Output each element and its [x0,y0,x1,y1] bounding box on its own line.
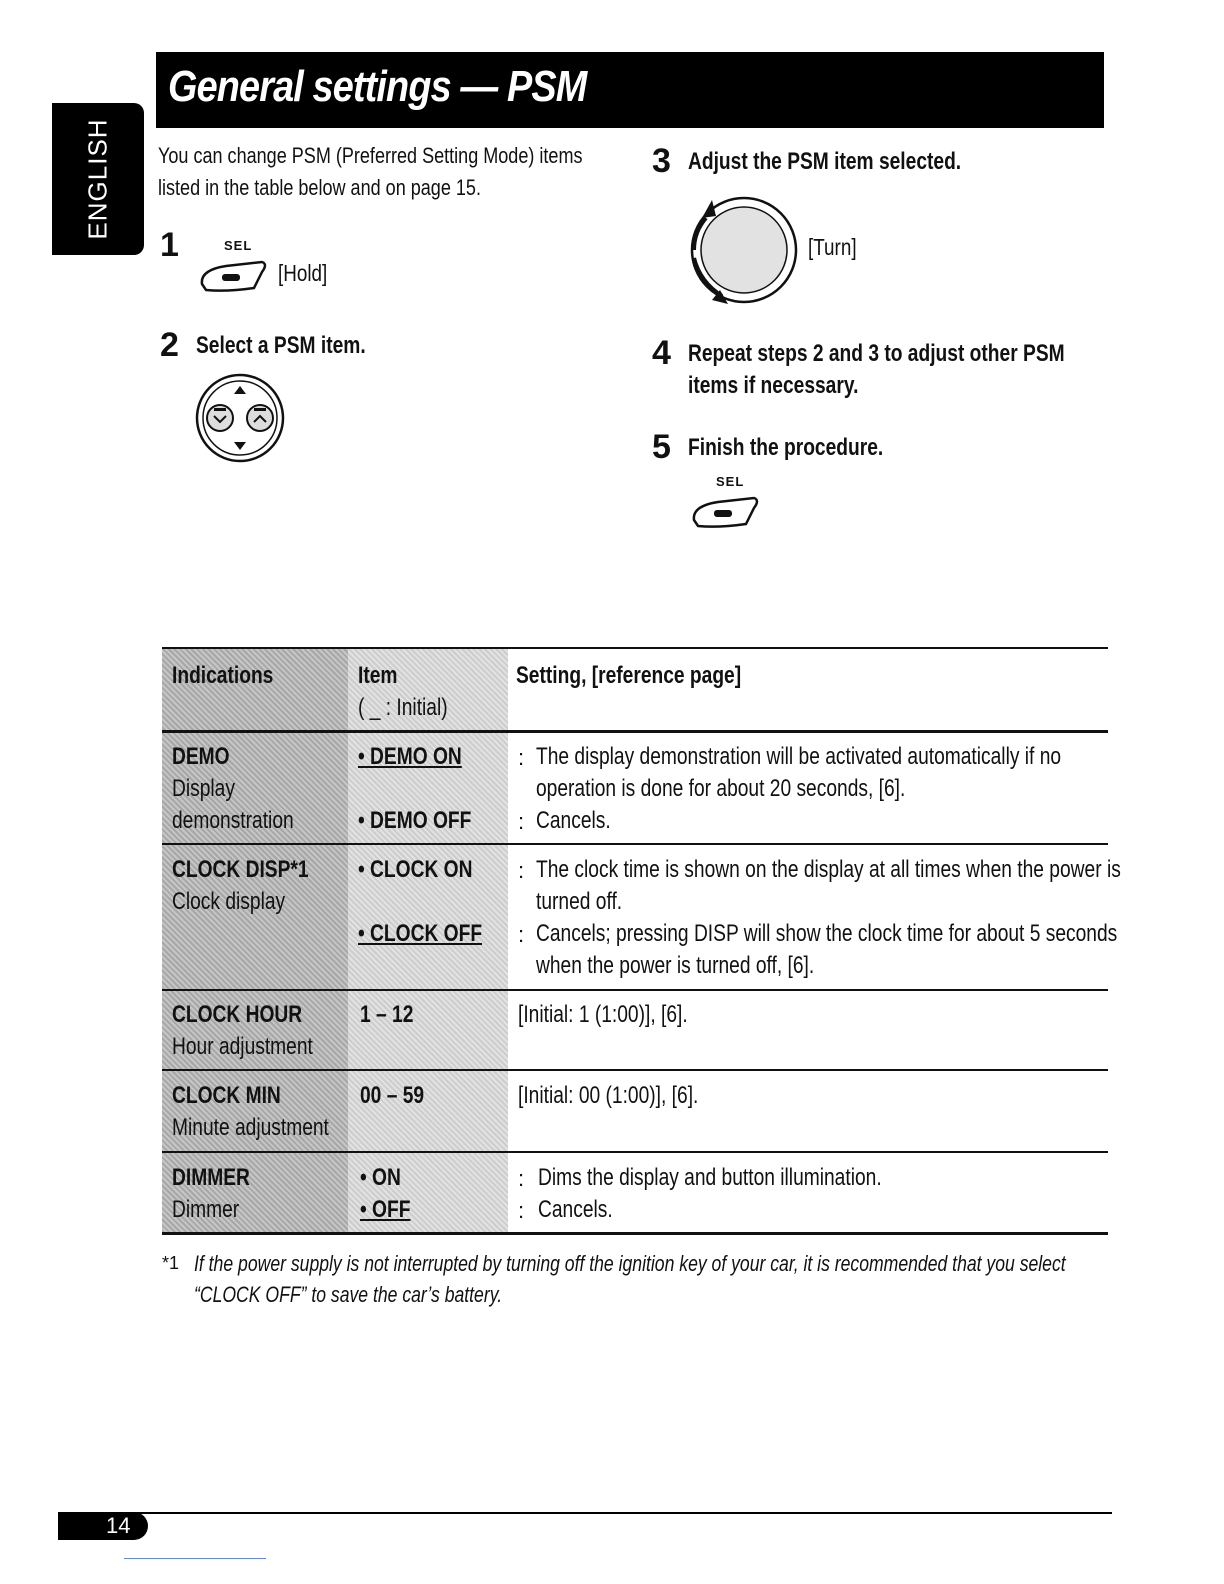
table-row-indication [172,1162,250,1226]
divider [124,1558,266,1559]
step-1-number: 1 [160,226,179,264]
header-item: Item [358,662,398,689]
language-tab-label: ENGLISH [82,118,113,240]
table-rule [162,843,1108,845]
sel-button-icon [196,258,270,294]
intro-text [158,140,583,204]
setting-text: [Initial: 00 (1:00)], [6]. [518,1082,699,1109]
indication-code: CLOCK DISP*1 [172,856,309,883]
indication-code: DEMO [172,743,230,770]
indication-code: DIMMER [172,1164,250,1191]
step-2-number: 2 [160,326,179,364]
colon: : [518,809,525,834]
setting-line: The clock time is shown on the display at all times when the power is [536,856,1121,883]
table-rule [162,647,1108,649]
item-option: • CLOCK OFF [358,920,483,947]
step-5-number: 5 [652,428,671,466]
setting-line: operation is done for about 20 seconds, [6]. [536,775,906,802]
page-number-tab [58,1512,148,1540]
page-title-banner [156,52,1104,128]
table-row-indication [172,854,309,918]
table-rule [162,1151,1108,1153]
footnote-mark: *1 [162,1253,180,1273]
item-option: • DEMO OFF [358,807,472,834]
step-4-line: items if necessary. [688,372,859,399]
table-row-indication [172,999,313,1063]
step-4-line: Repeat steps 2 and 3 to adjust other PSM [688,340,1065,367]
intro-line: You can change PSM (Preferred Setting Mode) items [158,143,583,168]
indication-desc: demonstration [172,807,294,834]
control-pad-icon [194,372,286,464]
setting-line: The display demonstration will be activated automatically if no [536,743,1062,770]
sel-label: SEL [716,474,745,489]
setting-text [536,854,1121,918]
colon: : [518,745,525,770]
setting-line: when the power is turned off, [6]. [536,952,815,979]
indication-code: CLOCK MIN [172,1082,281,1109]
setting-text: Dims the display and button illumination. [538,1164,882,1191]
table-rule [162,1232,1108,1235]
item-option: 1 – 12 [360,1001,414,1028]
page-title: General settings — PSM [168,62,587,111]
table-row-indication [172,741,294,837]
colon: : [518,858,525,883]
header-item-note: ( _ : Initial) [358,694,448,721]
setting-text [536,918,1117,982]
footnote-line: If the power supply is not interrupted by turning off the ignition key of your car, it is recommended that you select [194,1251,1066,1276]
step-5-text: Finish the procedure. [688,434,884,461]
indication-desc: Clock display [172,888,286,915]
sel-button-icon [688,494,762,530]
colon: : [518,1166,525,1191]
table-rule [162,1069,1108,1071]
setting-text [536,741,1061,805]
footer-rule [58,1512,1112,1514]
item-option: • CLOCK ON [358,856,473,883]
table-rule [162,989,1108,991]
item-option: 00 – 59 [360,1082,425,1109]
step-3-text: Adjust the PSM item selected. [688,148,962,175]
table-rule [162,730,1108,733]
table-row-indication [172,1080,329,1144]
item-option: • ON [360,1164,401,1191]
step-3-action: [Turn] [808,234,857,260]
setting-text: Cancels. [538,1196,613,1223]
step-1-action: [Hold] [278,260,328,286]
step-4-text [688,338,1065,402]
indication-desc: Hour adjustment [172,1033,313,1060]
step-4-number: 4 [652,334,671,372]
control-dial-icon [686,192,806,312]
sel-label: SEL [224,238,253,253]
setting-text: Cancels. [536,807,611,834]
header-indications: Indications [172,662,274,689]
page-number: 14 [106,1513,131,1538]
indications-column-bg [162,648,348,1232]
item-option: • DEMO ON [358,743,462,770]
step-3-number: 3 [652,142,671,180]
indication-desc: Dimmer [172,1196,240,1223]
setting-line: Cancels; pressing DISP will show the clock time for about 5 seconds [536,920,1118,947]
indication-code: CLOCK HOUR [172,1001,303,1028]
setting-line: turned off. [536,888,623,915]
language-tab [52,103,144,255]
intro-line: listed in the table below and on page 15. [158,175,481,200]
footnote-text [194,1248,1066,1310]
step-2-text: Select a PSM item. [196,332,366,359]
setting-text: [Initial: 1 (1:00)], [6]. [518,1001,688,1028]
colon: : [518,922,525,947]
indication-desc: Display [172,775,235,802]
footnote-line: “CLOCK OFF” to save the car’s battery. [194,1282,503,1307]
item-option: • OFF [360,1196,411,1223]
header-setting: Setting, [reference page] [516,662,742,689]
indication-desc: Minute adjustment [172,1114,329,1141]
colon: : [518,1198,525,1223]
